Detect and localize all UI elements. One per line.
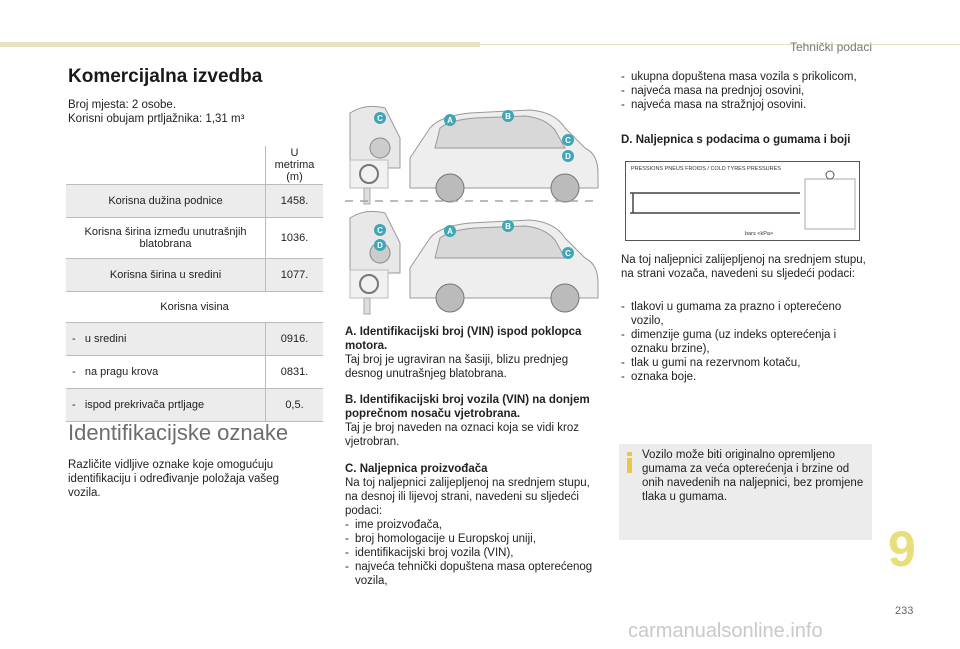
list-item: - dimenzije guma (uz indeks opterećenja i oznaku brzine),	[621, 328, 871, 356]
marker-c	[374, 224, 386, 236]
section-a	[345, 325, 600, 381]
marker-d	[374, 239, 386, 251]
list-item: - najveća masa na prednjoj osovini,	[621, 84, 876, 98]
section-c-list	[345, 518, 600, 588]
section-a-text: Taj broj je ugraviran na šasiji, blizu prednjeg desnog unutrašnjeg blatobrana.	[345, 354, 569, 380]
table-row	[66, 323, 323, 356]
row-label: Korisna dužina podnice	[66, 185, 266, 218]
table-header-row	[66, 146, 323, 185]
row-value: 0,5.	[266, 389, 324, 422]
svg-text:C: C	[565, 249, 571, 258]
watermark: carmanualsonline.info	[628, 620, 823, 642]
row-value: 0831.	[266, 356, 324, 389]
list-item: - ime proizvođača,	[345, 518, 600, 532]
table-row	[66, 356, 323, 389]
section-label: Tehnički podaci	[789, 40, 872, 54]
row-label: Korisna širina u sredini	[66, 259, 266, 292]
svg-text:B: B	[505, 112, 511, 121]
marker-c	[374, 112, 386, 124]
row-label: - u sredini	[66, 323, 266, 356]
marker-a	[444, 114, 456, 126]
commercial-title: Komercijalna izvedba	[68, 66, 263, 87]
tyre-label-units: bars <kPa>	[745, 231, 774, 237]
list-item: - broj homologacije u Europskoj uniji,	[345, 532, 600, 546]
list-item: - oznaka boje.	[621, 370, 871, 384]
row-label-text: ispod prekrivača prtljage	[84, 399, 205, 411]
row-value: 1036.	[266, 218, 324, 259]
table-row	[66, 389, 323, 422]
list-item: - tlakovi u gumama za prazno i opterećeno vozilo,	[621, 300, 871, 328]
row-label: - ispod prekrivača prtljage	[66, 389, 266, 422]
row-label: Korisna širina između unutrašnjih blatobrana	[66, 218, 266, 259]
list-item: - najveća masa na stražnjoj osovini.	[621, 98, 876, 112]
row-value: 1458.	[266, 185, 324, 218]
volume-text: Korisni obujam prtljažnika: 1,31 m³	[68, 113, 245, 125]
info-text: Vozilo može biti originalno opremljeno gumama za veća opterećenja i brzine od onih navedenih na naljepnici, bez promjene tlaka u gumama.	[642, 449, 864, 503]
identification-title: Identifikacijske oznake	[68, 420, 289, 445]
unit-symbol: (m)	[286, 171, 303, 183]
unit-header: U metrima	[274, 147, 315, 171]
section-c-text: Na toj naljepnici zalijepljenoj na srednjem stupu, na desnoj ili lijevoj strani, navedeni su sljedeći podaci:	[345, 477, 590, 517]
table-row	[66, 185, 323, 218]
svg-text:C: C	[565, 136, 571, 145]
list-item: - identifikacijski broj vozila (VIN),	[345, 546, 600, 560]
section-d-text: Na toj naljepnici zalijepljenoj na srednjem stupu, na strani vozača, navedeni su sljedeći podaci:	[621, 254, 866, 280]
commercial-info	[68, 98, 308, 126]
row-label: - na pragu krova	[66, 356, 266, 389]
height-header: Korisna visina	[66, 292, 323, 323]
steering-icon-top	[350, 160, 388, 204]
row-label-text: na pragu krova	[84, 366, 159, 378]
marker-c	[562, 134, 574, 146]
marker-b	[502, 110, 514, 122]
svg-text:A: A	[447, 227, 453, 236]
section-c-title: C. Naljepnica proizvođača	[345, 463, 488, 475]
section-a-title: A. Identifikacijski broj (VIN) ispod poklopca motora.	[345, 326, 582, 352]
right-list-top	[621, 70, 876, 112]
header-rule	[480, 44, 960, 45]
seats-text: Broj mjesta: 2 osobe.	[68, 99, 177, 111]
marker-b	[502, 220, 514, 232]
section-c	[345, 462, 600, 588]
list-item: - najveća tehnički dopuštena masa opterećenog vozila,	[345, 560, 600, 588]
car-illustration	[340, 88, 602, 318]
svg-text:C: C	[377, 114, 383, 123]
section-b-text: Taj je broj naveden na oznaci koja se vidi kroz vjetrobran.	[345, 422, 579, 448]
steering-icon-bottom	[350, 270, 388, 314]
tyre-label-heading: PRESSIONS PNEUS FROIDS / COLD TYRES PRESSURES	[631, 166, 781, 172]
row-value: 1077.	[266, 259, 324, 292]
marker-d	[562, 150, 574, 162]
list-item: - ukupna dopuštena masa vozila s prikolicom,	[621, 70, 876, 84]
row-value: 0916.	[266, 323, 324, 356]
table-row	[66, 218, 323, 259]
list-item: - tlak u gumi na rezervnom kotaču,	[621, 356, 871, 370]
svg-text:C: C	[377, 226, 383, 235]
marker-a	[444, 225, 456, 237]
svg-text:D: D	[565, 152, 571, 161]
table-row	[66, 259, 323, 292]
svg-text:A: A	[447, 116, 453, 125]
tyre-label-illustration	[625, 161, 860, 241]
svg-text:B: B	[505, 222, 511, 231]
dimensions-table	[66, 146, 323, 422]
svg-text:D: D	[377, 241, 383, 250]
row-label-text: u sredini	[84, 333, 127, 345]
info-icon	[625, 452, 634, 473]
section-b	[345, 393, 600, 449]
chapter-number: 9	[888, 521, 916, 577]
page-number: 233	[895, 605, 914, 617]
marker-c	[562, 247, 574, 259]
identification-intro: Različite vidljive oznake koje omogućuju identifikaciju i određivanje položaja vašeg vozila.	[68, 459, 279, 499]
section-d-list	[621, 300, 871, 384]
header-bar	[0, 42, 480, 47]
table-subheader-row	[66, 292, 323, 323]
section-b-title: B. Identifikacijski broj vozila (VIN) na donjem poprečnom nosaču vjetrobrana.	[345, 394, 590, 420]
section-d-title: D. Naljepnica s podacima o gumama i boji	[621, 134, 851, 146]
